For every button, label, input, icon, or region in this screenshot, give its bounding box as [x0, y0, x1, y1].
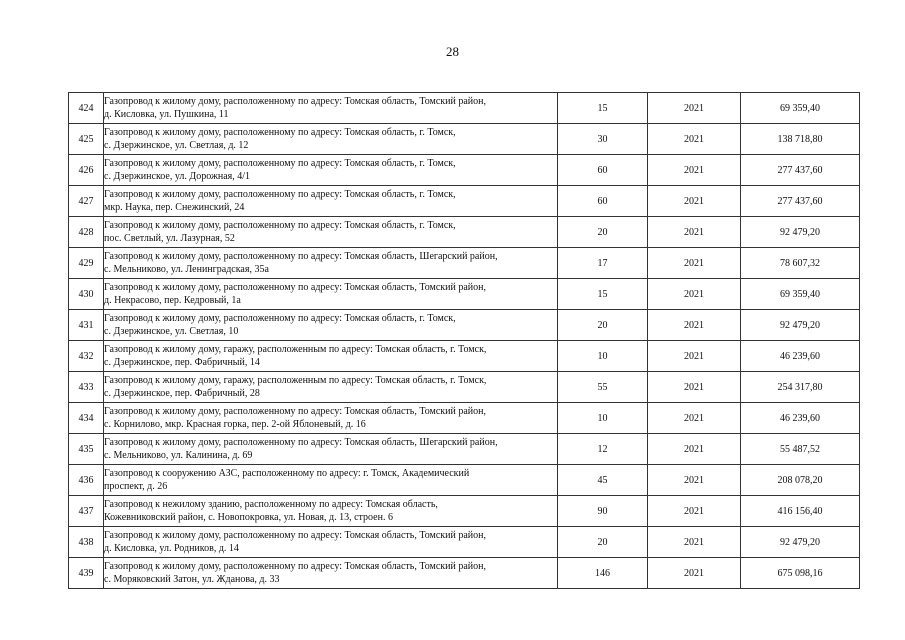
- length-cell: 146: [558, 558, 648, 589]
- description-line-2: с. Дзержинское, пер. Фабричный, 28: [104, 388, 260, 399]
- length-cell: 17: [558, 248, 648, 279]
- table-row: [69, 496, 860, 527]
- description-line-2: мкр. Наука, пер. Снежинский, 24: [104, 202, 245, 213]
- year-cell: 2021: [648, 372, 741, 403]
- cost-cell: 92 479,20: [741, 217, 860, 248]
- description-line-1: Газопровод к жилому дому, гаражу, расположенным по адресу: Томская область, г. Томск,: [104, 375, 487, 386]
- table-row: [69, 465, 860, 496]
- cost-cell: 138 718,80: [741, 124, 860, 155]
- description-line-1: Газопровод к жилому дому, гаражу, расположенным по адресу: Томская область, г. Томск,: [104, 344, 487, 355]
- length-cell: 55: [558, 372, 648, 403]
- description-line-1: Газопровод к жилому дому, расположенному по адресу: Томская область, Томский район,: [104, 96, 487, 107]
- description-line-1: Газопровод к жилому дому, расположенному по адресу: Томская область, г. Томск,: [104, 220, 456, 231]
- row-number-cell: 429: [69, 248, 104, 279]
- row-number-cell: 435: [69, 434, 104, 465]
- description-cell: [104, 124, 558, 155]
- description-cell: [104, 434, 558, 465]
- table-row: [69, 186, 860, 217]
- table-row: [69, 434, 860, 465]
- year-cell: 2021: [648, 527, 741, 558]
- row-number-cell: 436: [69, 465, 104, 496]
- description-line-2: пос. Светлый, ул. Лазурная, 52: [104, 233, 235, 244]
- description-cell: [104, 310, 558, 341]
- description-cell: [104, 496, 558, 527]
- length-cell: 15: [558, 93, 648, 124]
- description-cell: [104, 558, 558, 589]
- description-cell: [104, 279, 558, 310]
- table-row: [69, 93, 860, 124]
- cost-cell: 254 317,80: [741, 372, 860, 403]
- description-cell: [104, 248, 558, 279]
- row-number-cell: 432: [69, 341, 104, 372]
- cost-cell: 46 239,60: [741, 341, 860, 372]
- description-line-1: Газопровод к жилому дому, расположенному по адресу: Томская область, г. Томск,: [104, 158, 456, 169]
- table-row: [69, 217, 860, 248]
- description-cell: [104, 372, 558, 403]
- cost-cell: 69 359,40: [741, 279, 860, 310]
- year-cell: 2021: [648, 403, 741, 434]
- description-line-1: Газопровод к жилому дому, расположенному по адресу: Томская область, Шегарский район,: [104, 251, 498, 262]
- row-number-cell: 426: [69, 155, 104, 186]
- description-line-2: д. Кисловка, ул. Пушкина, 11: [104, 109, 229, 120]
- length-cell: 20: [558, 217, 648, 248]
- row-number-cell: 431: [69, 310, 104, 341]
- description-line-1: Газопровод к сооружению АЗС, расположенному по адресу: г. Томск, Академический: [104, 468, 470, 479]
- table-row: [69, 248, 860, 279]
- row-number-cell: 439: [69, 558, 104, 589]
- year-cell: 2021: [648, 155, 741, 186]
- description-cell: [104, 155, 558, 186]
- description-line-1: Газопровод к жилому дому, расположенному по адресу: Томская область, г. Томск,: [104, 127, 456, 138]
- length-cell: 10: [558, 403, 648, 434]
- description-cell: [104, 527, 558, 558]
- description-cell: [104, 403, 558, 434]
- description-line-2: проспект, д. 26: [104, 481, 168, 492]
- year-cell: 2021: [648, 124, 741, 155]
- cost-cell: 208 078,20: [741, 465, 860, 496]
- year-cell: 2021: [648, 558, 741, 589]
- description-cell: [104, 93, 558, 124]
- length-cell: 15: [558, 279, 648, 310]
- year-cell: 2021: [648, 341, 741, 372]
- description-line-2: д. Кисловка, ул. Родников, д. 14: [104, 543, 239, 554]
- length-cell: 20: [558, 527, 648, 558]
- length-cell: 60: [558, 155, 648, 186]
- row-number-cell: 438: [69, 527, 104, 558]
- cost-cell: 78 607,32: [741, 248, 860, 279]
- length-cell: 60: [558, 186, 648, 217]
- cost-cell: 69 359,40: [741, 93, 860, 124]
- table-row: [69, 527, 860, 558]
- year-cell: 2021: [648, 93, 741, 124]
- table-row: [69, 372, 860, 403]
- description-line-2: с. Мельниково, ул. Ленинградская, 35а: [104, 264, 269, 275]
- cost-cell: 55 487,52: [741, 434, 860, 465]
- year-cell: 2021: [648, 248, 741, 279]
- row-number-cell: 427: [69, 186, 104, 217]
- description-cell: [104, 341, 558, 372]
- year-cell: 2021: [648, 310, 741, 341]
- row-number-cell: 437: [69, 496, 104, 527]
- cost-cell: 46 239,60: [741, 403, 860, 434]
- description-line-2: с. Дзержинское, пер. Фабричный, 14: [104, 357, 260, 368]
- description-cell: [104, 186, 558, 217]
- cost-cell: 92 479,20: [741, 310, 860, 341]
- table-row: [69, 558, 860, 589]
- length-cell: 90: [558, 496, 648, 527]
- length-cell: 45: [558, 465, 648, 496]
- table-row: [69, 155, 860, 186]
- year-cell: 2021: [648, 186, 741, 217]
- table-body: [69, 93, 860, 589]
- length-cell: 20: [558, 310, 648, 341]
- cost-cell: 675 098,16: [741, 558, 860, 589]
- table-row: [69, 403, 860, 434]
- row-number-cell: 428: [69, 217, 104, 248]
- description-line-2: с. Дзержинское, ул. Дорожная, 4/1: [104, 171, 251, 182]
- table-row: [69, 341, 860, 372]
- row-number-cell: 434: [69, 403, 104, 434]
- table-row: [69, 310, 860, 341]
- description-cell: [104, 217, 558, 248]
- cost-cell: 277 437,60: [741, 155, 860, 186]
- length-cell: 12: [558, 434, 648, 465]
- length-cell: 30: [558, 124, 648, 155]
- row-number-cell: 425: [69, 124, 104, 155]
- cost-cell: 277 437,60: [741, 186, 860, 217]
- description-line-1: Газопровод к жилому дому, расположенному по адресу: Томская область, Томский район,: [104, 530, 487, 541]
- description-line-2: с. Мельниково, ул. Калинина, д. 69: [104, 450, 253, 461]
- row-number-cell: 430: [69, 279, 104, 310]
- year-cell: 2021: [648, 465, 741, 496]
- cost-cell: 416 156,40: [741, 496, 860, 527]
- description-line-2: д. Некрасово, пер. Кедровый, 1а: [104, 295, 241, 306]
- description-line-2: с. Моряковский Затон, ул. Жданова, д. 33: [104, 574, 280, 585]
- description-line-2: с. Корнилово, мкр. Красная горка, пер. 2-ой Яблоневый, д. 16: [104, 419, 366, 430]
- cost-cell: 92 479,20: [741, 527, 860, 558]
- description-line-1: Газопровод к нежилому зданию, расположенному по адресу: Томская область,: [104, 499, 438, 510]
- table-row: [69, 279, 860, 310]
- year-cell: 2021: [648, 496, 741, 527]
- description-line-1: Газопровод к жилому дому, расположенному по адресу: Томская область, Томский район,: [104, 406, 487, 417]
- description-line-1: Газопровод к жилому дому, расположенному по адресу: Томская область, Томский район,: [104, 282, 487, 293]
- description-line-1: Газопровод к жилому дому, расположенному по адресу: Томская область, г. Томск,: [104, 189, 456, 200]
- description-line-1: Газопровод к жилому дому, расположенному по адресу: Томская область, г. Томск,: [104, 313, 456, 324]
- row-number-cell: 424: [69, 93, 104, 124]
- description-line-2: Кожевниковский район, с. Новопокровка, ул. Новая, д. 13, строен. 6: [104, 512, 393, 523]
- objects-table: [68, 92, 860, 589]
- year-cell: 2021: [648, 217, 741, 248]
- year-cell: 2021: [648, 434, 741, 465]
- description-line-2: с. Дзержинское, ул. Светлая, д. 12: [104, 140, 249, 151]
- length-cell: 10: [558, 341, 648, 372]
- description-line-2: с. Дзержинское, ул. Светлая, 10: [104, 326, 239, 337]
- row-number-cell: 433: [69, 372, 104, 403]
- year-cell: 2021: [648, 279, 741, 310]
- page-number: 28: [446, 44, 459, 59]
- description-cell: [104, 465, 558, 496]
- description-line-1: Газопровод к жилому дому, расположенному по адресу: Томская область, Томский район,: [104, 561, 487, 572]
- description-line-1: Газопровод к жилому дому, расположенному по адресу: Томская область, Шегарский район,: [104, 437, 498, 448]
- table-row: [69, 124, 860, 155]
